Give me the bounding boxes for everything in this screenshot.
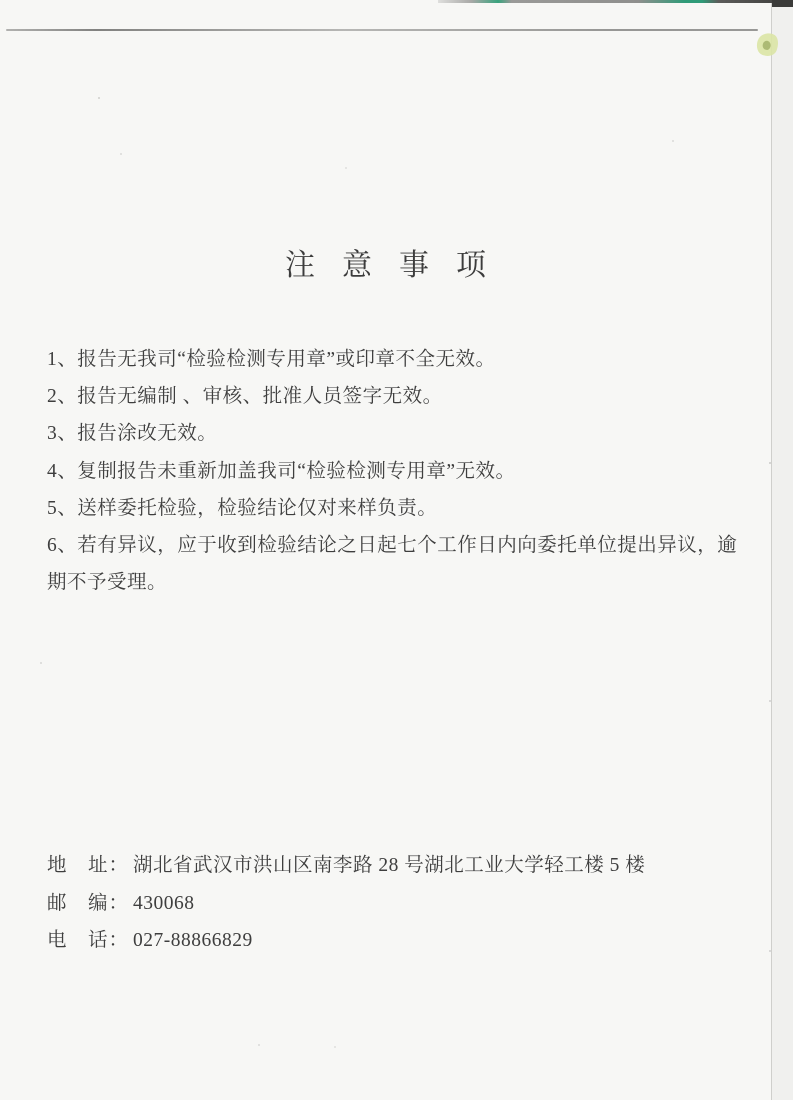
- page-title: 注意事项: [285, 249, 513, 282]
- address-label: 地 址：: [47, 855, 130, 876]
- notice-item-6: 6、若有异议，应于收到检验结论之日起七个工作日内向委托单位提出异议，逾期不予受理。: [47, 535, 738, 594]
- notice-item-2: 2、报告无编制 、审核、批准人员签字无效。: [47, 386, 443, 408]
- postcode-label: 邮 编：: [47, 892, 130, 914]
- title-row: [0, 240, 771, 284]
- phone-value: 027-88866829: [133, 930, 253, 952]
- phone-label: 电 话：: [47, 930, 130, 952]
- notice-list: [47, 341, 744, 601]
- postcode-row: [47, 885, 747, 923]
- notice-item-4: 4、复制报告未重新加盖我司“检验检测专用章”无效。: [47, 460, 516, 482]
- notice-item-3: 3、报告涂改无效。: [47, 423, 218, 445]
- scan-line-artifact: [6, 29, 758, 31]
- scan-top-edge-strip: [438, 0, 772, 3]
- notice-item-5: 5、送样委托检验，检验结论仅对来样负责。: [47, 497, 438, 519]
- scanner-corner-shadow: [772, 0, 793, 7]
- contact-block: [47, 847, 747, 960]
- scanner-edge-band: [771, 0, 793, 1100]
- dust-specks: [0, 0, 2, 2]
- address-value: 湖北省武汉市洪山区南李路 28 号湖北工业大学轻工楼 5 楼: [133, 855, 646, 876]
- notice-item-1: 1、报告无我司“检验检测专用章”或印章不全无效。: [47, 349, 496, 370]
- address-row: [47, 847, 747, 885]
- phone-row: [47, 922, 747, 960]
- green-smudge-core: [762, 40, 772, 51]
- postcode-value: 430068: [133, 892, 195, 914]
